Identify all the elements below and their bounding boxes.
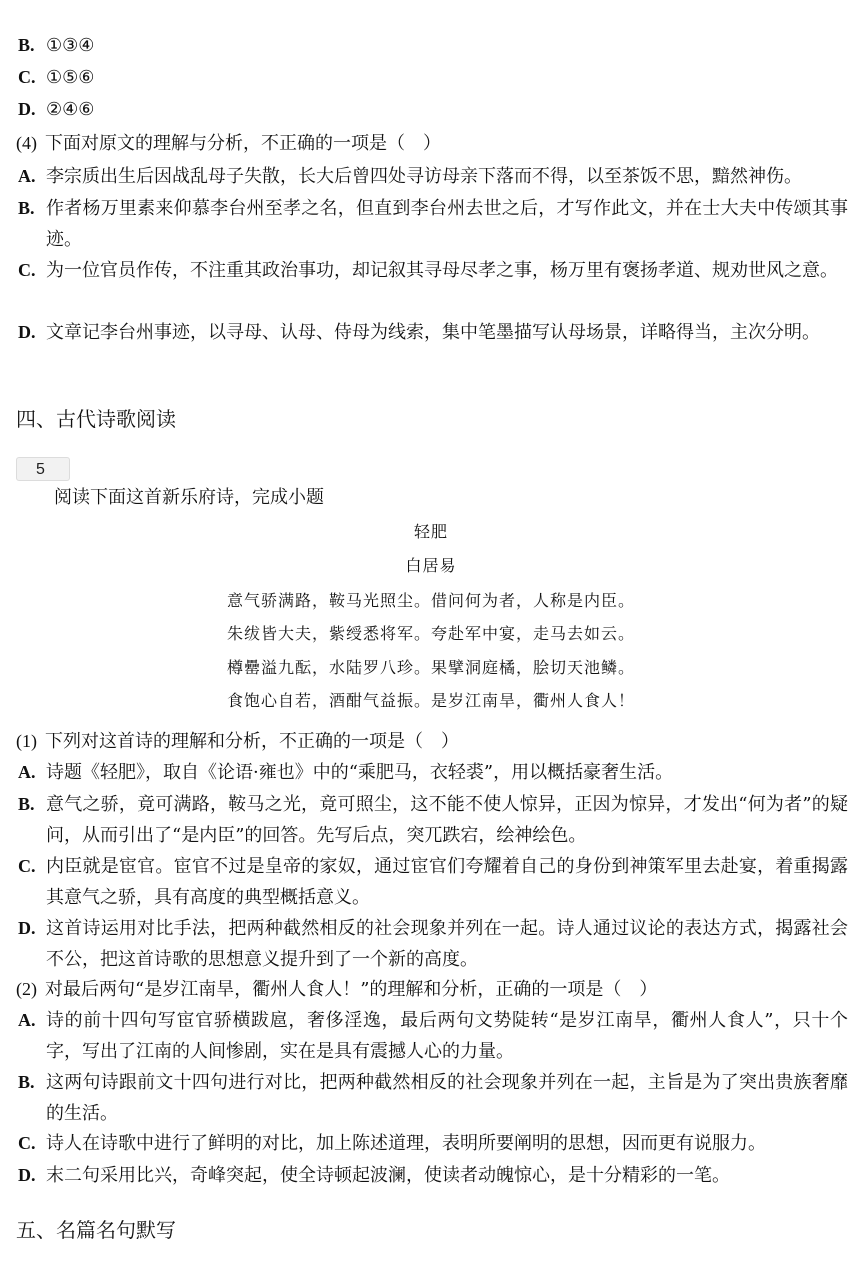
option-letter: D. (18, 322, 36, 342)
question-number-badge: 5 (16, 457, 70, 481)
question-number: (4) (16, 133, 37, 153)
prev-option-d (18, 94, 848, 125)
option-letter: A. (18, 762, 36, 782)
prev-option-c (18, 62, 848, 93)
option-text: 李宗质出生后因战乱母子失散，长大后曾四处寻访母亲下落而不得，以至茶饭不思，黯然神伤。 (46, 166, 802, 187)
option-text: 诗的前十四句写宦官骄横跋扈，奢侈淫逸，最后两句文势陡转“是岁江南旱，衢州人食人”，只十个字，写出了江南的人间惨剧，实在是具有震撼人心的力量。 (46, 1010, 848, 1062)
option-letter: B. (18, 794, 35, 814)
option-text: 末二句采用比兴，奇峰突起，使全诗顿起波澜，使读者动魄惊心，是十分精彩的一笔。 (46, 1165, 730, 1186)
section-heading-4: 四、古代诗歌阅读 (16, 407, 176, 431)
poem-line: 朱绂皆大夫，紫绶悉将军。夸赴军中宴，走马去如云。 (226, 624, 635, 643)
section-heading-5: 五、名篇名句默写 (16, 1218, 176, 1242)
option-letter: D. (18, 1165, 36, 1185)
question-1-stem (16, 726, 846, 757)
poem-title: 轻肥 (413, 522, 448, 541)
q1-option-b (18, 789, 848, 851)
option-letter: D. (18, 99, 36, 119)
option-letter: C. (18, 1133, 36, 1153)
option-text: 意气之骄，竟可满路，鞍马之光，竟可照尘，这不能不使人惊异，正因为惊异，才发出“何为者”的疑问，从而引出了“是内臣”的回答。先写后点，突兀跌宕，绘神绘色。 (46, 794, 848, 846)
option-text: ①③④ (46, 35, 95, 56)
question-text: 下面对原文的理解与分析，不正确的一项是（ ） (45, 133, 441, 154)
poem-line: 食饱心自若，酒酣气益振。是岁江南旱，衢州人食人！ (226, 691, 635, 710)
q2-option-b (18, 1067, 848, 1129)
question-4-stem (16, 128, 846, 159)
option-text: 这两句诗跟前文十四句进行对比，把两种截然相反的社会现象并列在一起，主旨是为了突出贵族奢靡的生活。 (46, 1072, 848, 1124)
option-letter: C. (18, 856, 36, 876)
option-letter: A. (18, 166, 36, 186)
option-letter: B. (18, 1072, 35, 1092)
question-2-stem (16, 974, 846, 1005)
option-letter: C. (18, 67, 36, 87)
option-text: 诗人在诗歌中进行了鲜明的对比，加上陈述道理，表明所要阐明的思想，因而更有说服力。 (46, 1133, 766, 1154)
q1-option-a (18, 757, 848, 788)
q2-option-d (18, 1160, 848, 1191)
option-text: 文章记李台州事迹，以寻母、认母、侍母为线索，集中笔墨描写认母场景，详略得当，主次分明。 (46, 322, 820, 343)
q4-option-b (18, 193, 848, 255)
question-text: 对最后两句“是岁江南旱，衢州人食人！”的理解和分析，正确的一项是（ ） (45, 979, 658, 1000)
poem-line: 樽罍溢九酝，水陆罗八珍。果擘洞庭橘，脍切天池鳞。 (226, 658, 635, 677)
q2-option-a (18, 1005, 848, 1067)
question-number: (1) (16, 731, 37, 751)
q4-option-a (18, 161, 848, 192)
option-text: 为一位官员作传，不注重其政治事功，却记叙其寻母尽孝之事，杨万里有褒扬孝道、规劝世风之意。 (46, 260, 838, 281)
q1-option-c (18, 851, 848, 913)
q4-option-c (18, 255, 848, 286)
option-letter: B. (18, 35, 35, 55)
question-number: (2) (16, 979, 37, 999)
prev-option-b (18, 30, 848, 61)
option-text: ①⑤⑥ (46, 67, 95, 88)
question-intro: 阅读下面这首新乐府诗，完成小题 (54, 487, 324, 508)
option-text: 这首诗运用对比手法，把两种截然相反的社会现象并列在一起。诗人通过议论的表达方式，揭露社会不公，把这首诗歌的思想意义提升到了一个新的高度。 (46, 918, 848, 970)
option-text: 诗题《轻肥》，取自《论语·雍也》中的“乘肥马，衣轻裘”，用以概括豪奢生活。 (46, 762, 674, 783)
option-text: 作者杨万里素来仰慕李台州至孝之名，但直到李台州去世之后，才写作此文，并在士大夫中传颂其事迹。 (46, 198, 848, 250)
poem-author: 白居易 (405, 556, 457, 575)
q2-option-c (18, 1128, 848, 1159)
option-text: ②④⑥ (46, 99, 95, 120)
question-text: 下列对这首诗的理解和分析，不正确的一项是（ ） (45, 731, 459, 752)
poem-line: 意气骄满路，鞍马光照尘。借问何为者，人称是内臣。 (226, 591, 635, 610)
q4-option-d (18, 317, 848, 348)
option-letter: B. (18, 198, 35, 218)
option-letter: C. (18, 260, 36, 280)
option-text: 内臣就是宦官。宦官不过是皇帝的家奴，通过宦官们夸耀着自己的身份到神策军里去赴宴，着重揭露其意气之骄，具有高度的典型概括意义。 (46, 856, 848, 908)
option-letter: A. (18, 1010, 36, 1030)
option-letter: D. (18, 918, 36, 938)
q1-option-d (18, 913, 848, 975)
